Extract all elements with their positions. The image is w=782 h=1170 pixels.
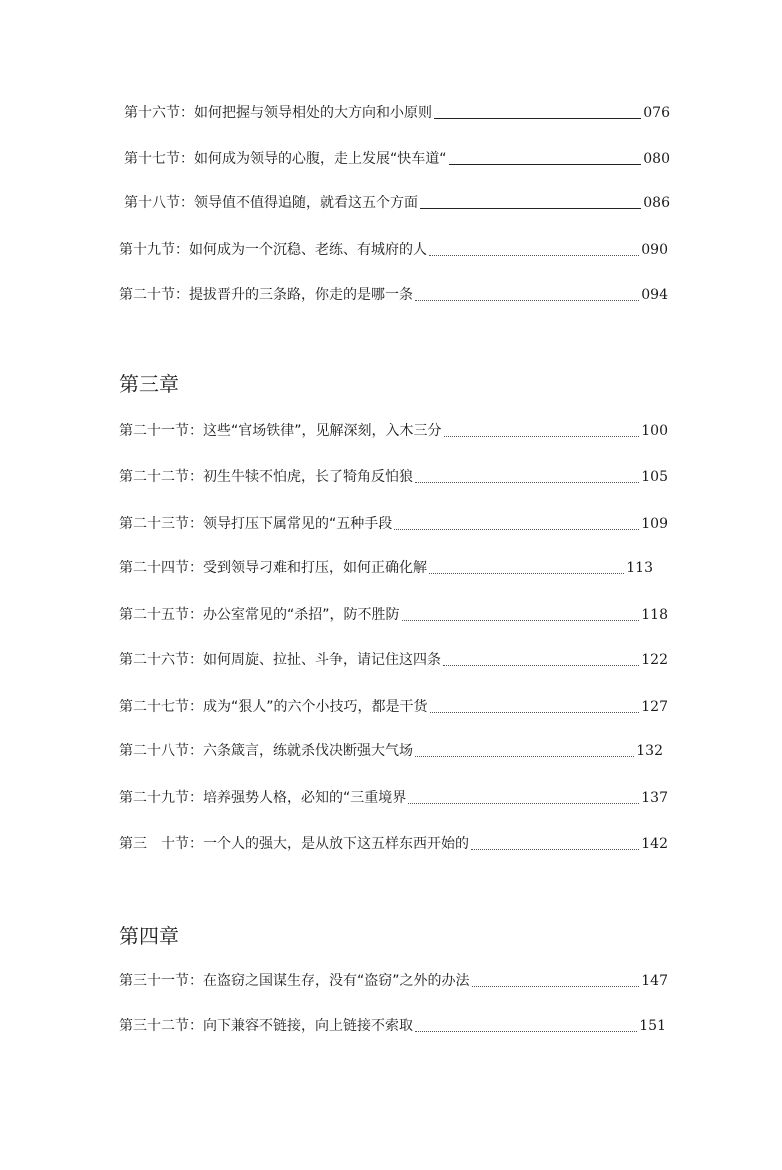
- toc-entry-title: 第十六节：如何把握与领导相处的大方向和小原则: [124, 105, 432, 121]
- toc-entry-page: 122: [641, 652, 668, 668]
- toc-entry-title: 第二十二节：初生牛犊不怕虎，长了犄角反怕狼: [119, 469, 413, 485]
- toc-entry-page: 090: [641, 242, 668, 258]
- toc-entry-page: 118: [641, 607, 668, 623]
- toc-entry[interactable]: [124, 150, 670, 168]
- leader-dots: [471, 849, 639, 850]
- toc-entry[interactable]: [119, 241, 668, 259]
- toc-entry-page: 132: [636, 743, 663, 759]
- toc-entry-title: 第二十一节：这些“官场铁律”，见解深刻，入木三分: [119, 423, 442, 439]
- chapter-heading: 第三章: [119, 372, 179, 396]
- toc-entry-title: 第二十节：提拔晋升的三条路，你走的是哪一条: [119, 287, 413, 303]
- leader-dots: [443, 665, 639, 666]
- leader-dots: [408, 803, 639, 804]
- leader-dots: [472, 986, 640, 987]
- toc-entry[interactable]: [124, 104, 670, 122]
- toc-entry-title: 第三十二节：向下兼容不链接，向上链接不索取: [119, 1018, 413, 1034]
- leader-line: [420, 208, 641, 209]
- toc-entry-title: 第十七节：如何成为领导的心腹，走上发展“快车道“: [124, 151, 447, 167]
- toc-entry-page: 147: [641, 973, 668, 989]
- leader-dots: [415, 482, 639, 483]
- toc-entry-title: 第二十六节：如何周旋、拉扯、斗争，请记住这四条: [119, 652, 441, 668]
- toc-entry[interactable]: [119, 422, 668, 440]
- toc-entry-title: 第十八节：领导值不值得追随，就看这五个方面: [124, 195, 418, 211]
- toc-entry[interactable]: [119, 559, 653, 577]
- leader-dots: [429, 255, 639, 256]
- toc-entry[interactable]: [119, 651, 668, 669]
- toc-entry-title: 第二十三节：领导打压下属常见的“五种手段: [119, 516, 393, 532]
- toc-entry-page: 100: [641, 423, 668, 439]
- toc-entry-page: 086: [643, 195, 670, 211]
- chapter-heading: 第四章: [119, 924, 179, 948]
- toc-entry[interactable]: [119, 286, 668, 304]
- leader-line: [434, 118, 641, 119]
- toc-entry[interactable]: [119, 835, 668, 853]
- leader-dots: [444, 436, 640, 437]
- leader-dots: [402, 620, 640, 621]
- toc-entry-title: 第三 十节：一个人的强大，是从放下这五样东西开始的: [119, 836, 469, 852]
- toc-entry-title: 第十九节：如何成为一个沉稳、老练、有城府的人: [119, 242, 427, 258]
- toc-entry[interactable]: [119, 468, 668, 486]
- toc-entry-page: 109: [641, 516, 668, 532]
- toc-entry-page: 076: [643, 105, 670, 121]
- toc-entry-title: 第三十一节：在盗窃之国谋生存，没有“盗窃”之外的办法: [119, 973, 470, 989]
- toc-entry-page: 137: [641, 790, 668, 806]
- toc-entry-page: 113: [626, 560, 653, 576]
- leader-line: [449, 164, 642, 165]
- toc-entry[interactable]: [119, 698, 668, 716]
- toc-entry[interactable]: [119, 972, 668, 990]
- toc-entry-page: 094: [641, 287, 668, 303]
- toc-entry-title: 第二十九节：培养强势人格，必知的“三重境界: [119, 790, 407, 806]
- toc-entry-page: 151: [639, 1018, 666, 1034]
- toc-entry[interactable]: [119, 1017, 666, 1035]
- toc-entry-title: 第二十七节：成为“狠人”的六个小技巧，都是干货: [119, 699, 428, 715]
- leader-dots: [415, 756, 634, 757]
- toc-entry[interactable]: [119, 742, 663, 760]
- toc-entry-title: 第二十八节：六条箴言，练就杀伐决断强大气场: [119, 743, 413, 759]
- toc-entry[interactable]: [119, 606, 668, 624]
- leader-dots: [430, 712, 640, 713]
- toc-entry-page: 127: [641, 699, 668, 715]
- toc-entry[interactable]: [124, 194, 670, 212]
- leader-dots: [394, 529, 639, 530]
- toc-entry[interactable]: [119, 515, 668, 533]
- leader-dots: [415, 300, 639, 301]
- toc-entry-page: 080: [643, 151, 670, 167]
- leader-dots: [415, 1031, 637, 1032]
- toc-entry-title: 第二十五节：办公室常见的“杀招”，防不胜防: [119, 607, 400, 623]
- toc-entry-page: 142: [641, 836, 668, 852]
- toc-entry-page: 105: [641, 469, 668, 485]
- toc-entry[interactable]: [119, 789, 668, 807]
- toc-entry-title: 第二十四节：受到领导刁难和打压，如何正确化解: [119, 560, 427, 576]
- leader-dots: [429, 573, 624, 574]
